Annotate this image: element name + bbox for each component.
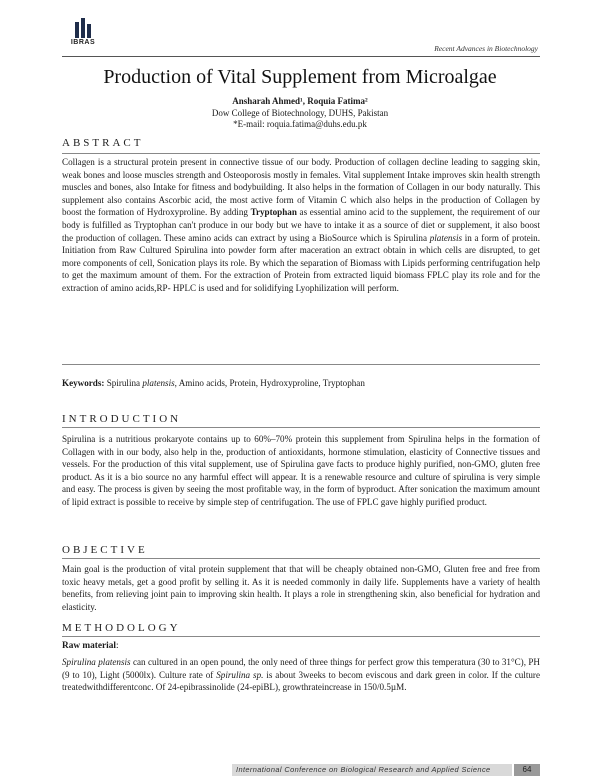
species-name-2: Spirulina sp. <box>216 669 264 680</box>
header-divider <box>62 56 540 57</box>
abstract-text <box>62 156 540 295</box>
abstract-text-part-1: Collagen is a structural protein present in connective tissue of our body. Production of collagen decline leading to sagging skin, weak bones and loose muscles strength and Osteoporosis mostly in females. Vital supplement Intake improves skin health strength muscles and bones, also Intake for fitness and bodybuilding. It also helps in the formation of Collagen in our body naturally. This supplement also contains Ascorbic acid, the most active form of Vitamin C which also helps in the production of Collagen by boost the formation of Hydroxyproline. By adding <box>62 157 540 218</box>
ibras-logo-icon <box>73 16 93 38</box>
keywords-italic: platensis <box>142 378 175 388</box>
objective-heading: OBJECTIVE <box>62 544 148 556</box>
raw-material-text <box>62 656 540 694</box>
paper-title: Production of Vital Supplement from Microalgae <box>103 66 497 88</box>
raw-material-part-2: is about 3weeks to becom eviscous and dark green in color. If the culture treatedwithdifferentconc. Of 24-epibrassinolide (24-epiBL), growthrateincrease in 150/0.5µM. <box>62 669 540 693</box>
author-list: Ansharah Ahmed¹, Roquia Fatima² <box>232 96 368 106</box>
affiliation: Dow College of Biotechnology, DUHS, Pakistan <box>211 108 389 118</box>
journal-name: Recent Advances in Biotechnology <box>434 44 538 53</box>
keywords-pre: Spirulina <box>104 378 143 388</box>
abstract-italic-term: platensis <box>429 232 463 243</box>
conference-name: International Conference on Biological Research and Applied Science <box>236 765 491 774</box>
page-number: 64 <box>514 764 540 776</box>
species-name: Spirulina platensis <box>62 657 131 667</box>
ibras-logo <box>66 16 100 46</box>
keywords-label: Keywords: <box>62 378 105 388</box>
raw-material-colon: : <box>115 641 119 651</box>
keywords <box>62 378 365 388</box>
keywords-post: , Amino acids, Protein, Hydroxyproline, Tryptophan <box>174 378 365 388</box>
objective-text: Main goal is the production of vital protein supplement that that will be cheaply obtained non-GMO, Gluten free and free from toxic heavy metals, get a good profit by selling it. As it is needed commonly in daily life. Supplements have a variety of health benefits, from relieving joint pain to improving skin health. It plays a role in strengthening skin, also beneficial for hydration and elasticity. <box>62 564 540 612</box>
abstract-text-part-2: as essential amino acid to the supplement, the requirement of our body is fulfilled as Tryptophan can't produce in our body but we have to intake it as a source of diet or supplement, it also boost the production of collagen. These amino acids can extract by using a BioSource which is Spirulina <box>62 207 541 243</box>
methodology-heading: METHODOLOGY <box>62 622 181 634</box>
abstract-heading: ABSTRACT <box>62 137 144 149</box>
introduction-divider <box>62 427 540 428</box>
introduction-text: Spirulina is a nutritious prokaryote contains up to 60%–70% protein this supplement from Spirulina helps in the formation of Collagen with in our body, also help in the, production of antioxidants, hormone stimulation, elasticity of Connective tissues and vessels. For the production of this vital supplement, use of Spirulina gave facts to produce highly purified, non-GMO, gluten free product. As it is a bio source no any harmful effect will appear. It is a renewable resource and culture of spirulina is very simple and easy. The process is given by seeing the most profitable way, in the form of byproduct. After sonication the maximum amount of lipid extract is possible to receive by simple step of centrifugation. The use of FPLC gave highly purified product. <box>62 434 540 507</box>
logo-text: IBRAS <box>70 39 96 46</box>
objective-divider <box>62 558 540 559</box>
raw-material-part-1: can cultured in an open pound, the only need of three things for perfect grow this temperatura (30 to 31°C), PH (9 to 10), Light (5000lx). Culture rate of <box>62 657 541 680</box>
raw-material-label: Raw material <box>62 641 116 651</box>
raw-material-subheading <box>62 641 119 651</box>
abstract-bold-term: Tryptophan <box>250 207 297 218</box>
introduction-heading: INTRODUCTION <box>62 413 182 425</box>
abstract-text-part-3: in a form of protein. Initiation from Raw Cultured Spirulina into powder form after maceration an extract obtain in which cells are disrupted, to get more components of cell, Sonication plays its role. By which the separation of Biomass with Lipids performing centrifugation help to get the maximum amount of them. For the extraction of Protein from extracted liquid biomass FPLC play its role and for the extraction of amino acids,RP- HPLC is used and for solidifying Lyophilization will perform. <box>62 232 540 293</box>
corresponding-email: *E-mail: roquia.fatima@duhs.edu.pk <box>233 119 367 129</box>
methodology-divider <box>62 636 540 637</box>
